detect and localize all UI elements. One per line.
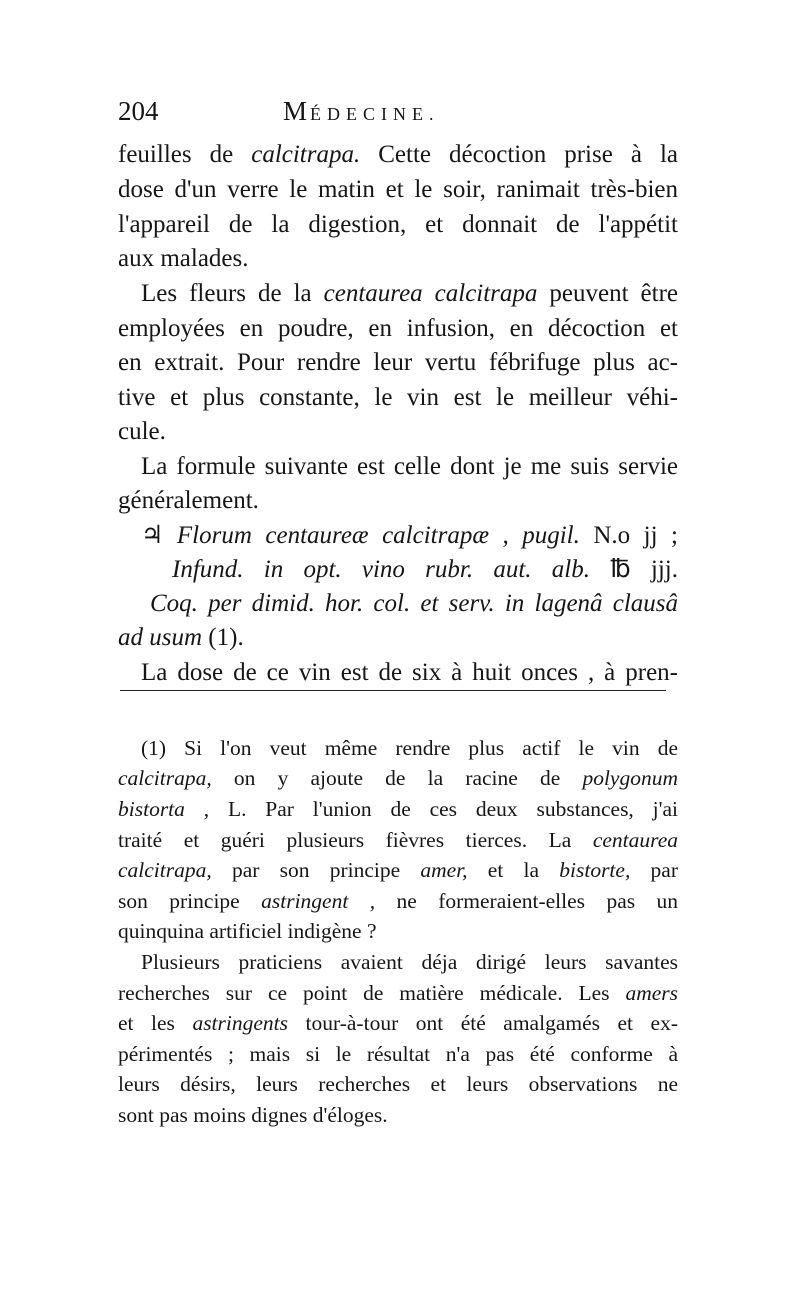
roman-text: par [630, 858, 678, 882]
roman-text: L. Par l'union de ces deux substances, j'ai [209, 797, 679, 821]
roman-text: (1). [202, 624, 244, 651]
roman-text: son principe [118, 889, 262, 913]
footnote-rule [120, 690, 666, 691]
roman-text: ♃ [141, 522, 177, 549]
text-line [141, 660, 678, 685]
footnote-line [118, 830, 678, 852]
footnote-line [118, 1044, 678, 1066]
italic-text: amer, [420, 858, 468, 882]
footnote-line [118, 860, 678, 882]
roman-text: par son principe [211, 858, 421, 882]
italic-text: centaurea calcitrapa [323, 280, 538, 307]
roman-text: cule. [118, 418, 166, 445]
roman-text: (1) Si l'on veut même rendre plus actif le vin de [141, 736, 678, 760]
roman-text: on y ajoute de la racine de [211, 766, 583, 790]
roman-text: leurs désirs, leurs recherches et leurs observations ne [118, 1072, 678, 1096]
running-title [283, 96, 440, 127]
italic-text: Florum centaureæ calcitrapæ , pugil. [176, 522, 580, 549]
text-line [118, 142, 678, 167]
italic-text: bistorta , [118, 797, 210, 821]
roman-text: généralement. [118, 487, 259, 514]
footnote-line [118, 1105, 678, 1127]
roman-text: dose d'un verre le matin et le soir, ranimait très-bien [118, 176, 678, 203]
roman-text: La dose de ce vin est de six à huit onces , à pren- [141, 659, 678, 686]
running-title-initial: M [283, 96, 311, 126]
italic-text: astringents [192, 1011, 289, 1035]
roman-text: l'appareil de la digestion, et donnait de l'appétit [118, 211, 678, 238]
italic-text: bistorte, [559, 858, 631, 882]
roman-text: et la [467, 858, 560, 882]
italic-text: centaurea [592, 828, 678, 852]
roman-text: ne formeraient-elles pas un [375, 889, 679, 913]
text-line [118, 212, 678, 237]
roman-text: feuilles de [118, 141, 252, 168]
formula-line [150, 591, 678, 616]
italic-text: Coq. per dimid. hor. col. et serv. in lagenâ clausâ [150, 590, 678, 617]
italic-text: ad usum [118, 624, 203, 651]
text-line [118, 385, 678, 410]
footnote-line [118, 891, 678, 913]
roman-text: en extrait. Pour rendre leur vertu fébrifuge plus ac- [118, 349, 678, 376]
formula-line [118, 625, 678, 650]
text-line [118, 177, 678, 202]
italic-text: amers [625, 981, 678, 1005]
italic-text: Infund. in opt. vino rubr. aut. alb. [172, 556, 590, 583]
roman-text: périmentés ; mais si le résultat n'a pas été conforme à [118, 1042, 678, 1066]
roman-text: recherches sur ce point de matière médicale. Les [118, 981, 626, 1005]
text-line [118, 419, 678, 444]
roman-text: N.o jj ; [579, 522, 678, 549]
roman-text: Les fleurs de la [141, 280, 324, 307]
text-line [141, 454, 678, 479]
roman-text: Cette décoction prise à la [360, 141, 678, 168]
formula-line [172, 557, 678, 582]
footnote-line [118, 1074, 678, 1096]
footnote-line [141, 952, 678, 974]
running-title-rest: ÉDECINE. [310, 104, 440, 124]
text-line [118, 316, 678, 341]
italic-text: polygonum [582, 766, 678, 790]
roman-text: ℔ jjj. [589, 556, 678, 583]
roman-text: peuvent être [537, 280, 679, 307]
text-line [118, 350, 678, 375]
formula-line [141, 523, 678, 548]
text-line [141, 281, 678, 306]
page-number: 204 [118, 96, 159, 126]
footnote-line [118, 921, 678, 943]
roman-text: Plusieurs praticiens avaient déja dirigé leurs savantes [141, 950, 678, 974]
roman-text: sont pas moins dignes d'éloges. [118, 1103, 388, 1127]
roman-text: tive et plus constante, le vin est le meilleur véhi- [118, 384, 678, 411]
italic-text: calcitrapa, [118, 858, 212, 882]
text-line [118, 488, 678, 513]
text-line [118, 246, 678, 271]
roman-text: employées en poudre, en infusion, en décoction et [118, 315, 678, 342]
roman-text: traité et guéri plusieurs fièvres tierces. La [118, 828, 593, 852]
footnote-line [118, 799, 678, 821]
footnote-line [118, 768, 678, 790]
roman-text: quinquina artificiel indigène ? [118, 919, 377, 943]
footnote-line [118, 1013, 678, 1035]
roman-text: tour-à-tour ont été amalgamés et ex- [288, 1011, 678, 1035]
footnote-line [141, 738, 678, 760]
roman-text: La formule suivante est celle dont je me suis servie [141, 453, 678, 480]
footnote-line [118, 983, 678, 1005]
italic-text: astringent , [261, 889, 376, 913]
roman-text: aux malades. [118, 245, 249, 272]
roman-text: et les [118, 1011, 193, 1035]
italic-text: calcitrapa. [251, 141, 361, 168]
italic-text: calcitrapa, [118, 766, 212, 790]
